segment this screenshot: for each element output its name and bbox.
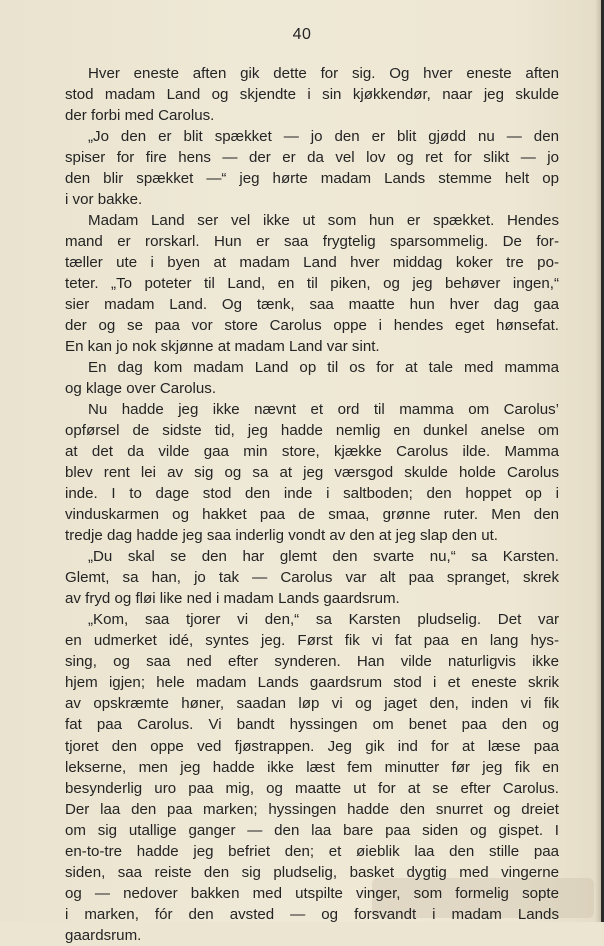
text-line: den blir spækket —“ jeg hørte madam Lands stemme helt op [65, 170, 559, 188]
text-line: teter. „To poteter til Land, en til piken, og jeg behøver ingen,“ [65, 275, 559, 293]
text-line: gaardsrum. [65, 926, 142, 944]
text-line: vinduskarmen og hakket paa de smaa, grønne ruter. Men den [65, 506, 559, 524]
text-line: hjem igjen; hele madam Lands gaardsrum stod i et eneste skrik [65, 674, 559, 692]
page-number: 40 [292, 26, 312, 43]
text-line: mand er rorskarl. Hun er saa frygtelig sparsommelig. De for- [65, 233, 559, 251]
text-line: om sig utallige ganger — den laa bare paa siden og gispet. I [65, 821, 559, 839]
text-line: spiser for fire hens — der er da vel lov og ret for slikt — jo [65, 149, 559, 167]
text-line: sing, og saa ned efter synderen. Han vilde naturligvis ikke [65, 653, 559, 671]
text-line: av opskræmte høner, saadan løp vi og jaget den, inden vi fik [65, 695, 559, 713]
text-line: „Jo den er blit spækket — jo den er blit gjødd nu — den [88, 128, 559, 146]
text-line: stod madam Land og skjendte i sin kjøkkendør, naar jeg skulde [65, 86, 559, 104]
text-line: Hver eneste aften gik dette for sig. Og hver eneste aften [88, 65, 559, 82]
text-line: der forbi med Carolus. [65, 107, 215, 125]
text-line: at det da vilde gaa min store, kjække Carolus ilde. Mamma [65, 443, 559, 461]
text-line: inde. I to dage stod den inde i saltboden; den hoppet op i [65, 485, 559, 503]
text-line: tjoret den oppe ved fjøstrappen. Jeg gik ind for at læse paa [65, 737, 559, 755]
text-line: blev rent lei av sig og sa at jeg værsgod skulde holde Carolus [65, 464, 559, 482]
text-line: Madam Land ser vel ikke ut som hun er spækket. Hendes [88, 212, 559, 230]
text-line: en udmerket idé, syntes jeg. Først fik vi fat paa en lang hys- [65, 632, 559, 650]
text-line: opførsel de sidste tid, jeg hadde nemlig en dunkel anelse om [65, 422, 559, 440]
text-line: i marken, fór den avsted — og forsvandt i madam Lands [65, 905, 559, 923]
text-line: en-to-tre hadde jeg befriet den; et øieblik laa den stille paa [65, 842, 559, 860]
text-line: En kan jo nok skjønne at madam Land var sint. [65, 338, 380, 356]
body-text [65, 63, 559, 946]
text-line: lekserne, men jeg hadde ikke læst fem minutter før jeg fik en [65, 758, 559, 776]
text-line: fat paa Carolus. Vi bandt hyssingen om benet paa den og [65, 716, 559, 734]
text-line: tredje dag hadde jeg saa inderlig vondt av den at jeg slap den ut. [65, 527, 499, 545]
text-line: siden, saa reiste den sig pludselig, basket dygtig med vingerne [65, 863, 559, 881]
text-line: „Du skal se den har glemt den svarte nu,“ sa Karsten. [88, 548, 559, 566]
text-line: sier madam Land. Og tænk, saa maatte hun hver dag gaa [65, 296, 559, 314]
text-line: tæller ute i byen at madam Land hver middag koker tre po- [65, 254, 559, 272]
text-line: Nu hadde jeg ikke nævnt et ord til mamma om Carolus’ [88, 401, 559, 419]
text-line: i vor bakke. [65, 191, 143, 209]
text-line: Der laa den paa marken; hyssingen hadde den snurret og dreiet [65, 800, 559, 818]
text-line: besynderlig uro paa mig, og maatte ut for at se efter Carolus. [65, 779, 559, 797]
text-line: En dag kom madam Land op til os for at tale med mamma [88, 359, 559, 377]
text-line: Glemt, sa han, jo tak — Carolus var alt paa spranget, skrek [65, 569, 559, 587]
text-line: og — nedover bakken med utspilte vinger, som formelig sopte [65, 884, 559, 902]
text-line: av fryd og fløi like ned i madam Lands gaardsrum. [65, 590, 400, 608]
text-line: og klage over Carolus. [65, 380, 217, 398]
text-line: der og se paa vor store Carolus oppe i hendes eget hønsefat. [65, 317, 559, 335]
text-line: „Kom, saa tjorer vi den,“ sa Karsten pludselig. Det var [88, 611, 559, 629]
